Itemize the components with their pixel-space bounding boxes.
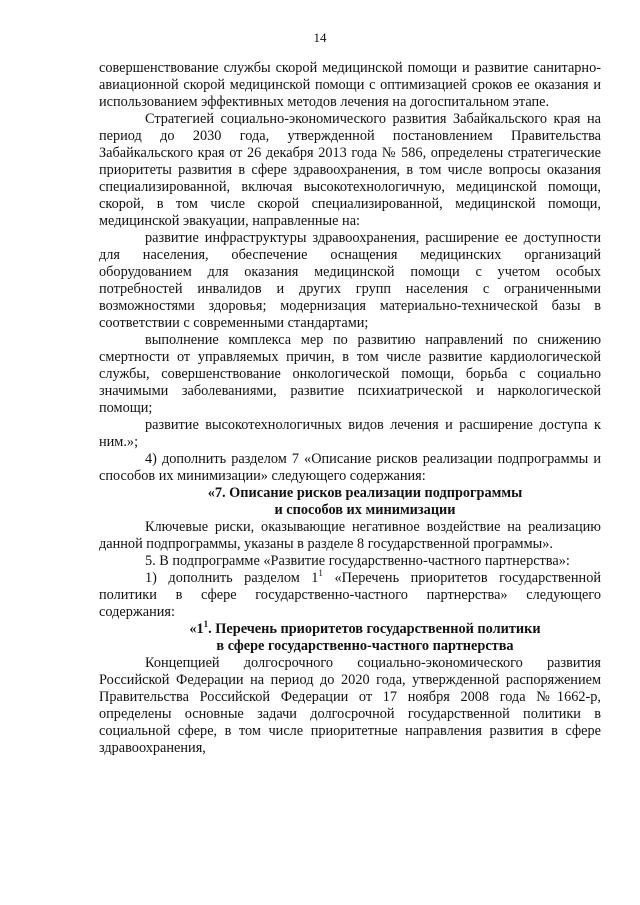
paragraph-mortality: выполнение комплекса мер по развитию направлений по снижению смертности от управляемых причин, в том числе развитие кардиологической службы, совершенствование онкологической помощи, борьба с социально значимыми заболеваниями, развитие психиатрической и наркологической помощи;: [99, 332, 601, 416]
paragraph-item-4: 4) дополнить разделом 7 «Описание рисков реализации подпрограммы и способов их минимизации» следующего содержания:: [99, 451, 601, 484]
section-7-heading-line2: и способов их минимизации: [274, 502, 456, 518]
section-1-1-heading: [99, 621, 601, 655]
section-1-1-superscript: 1: [203, 619, 209, 630]
paragraph-concept: Концепцией долгосрочного социально-экономического развития Российской Федерации на период до 2020 года, утвержденной распоряжением Правительства Российской Федерации от 17 ноября 2008 года №1662-р, определены основные задачи долгосрочной государственной политики в социальной сфере, в том числе приоритетные направления развития в сфере здравоохранения,: [99, 655, 601, 756]
paragraph-infrastructure: развитие инфраструктуры здравоохранения, расширение ее доступности для населения, обеспечение оснащения медицинских организаций оборудованием для оказания медицинской помощи с учетом особых потребностей инвалидов и других групп населения с ограниченными возможностями здоровья; модернизация материально-технической базы в соответствии с современными стандартами;: [99, 230, 601, 331]
page-number: 14: [313, 30, 327, 45]
paragraph-item-1: [99, 570, 601, 621]
section-1-1-heading-line2: в сфере государственно-частного партнерства: [216, 638, 514, 654]
section-1-1-heading-start: «1: [189, 621, 204, 637]
paragraph-emergency-care: совершенствование службы скорой медицинской помощи и развитие санитарно-авиационной скорой медицинской помощи с оптимизацией сроков ее оказания и использованием эффективных методов лечения на догоспитальном этапе.: [99, 60, 601, 110]
item-1-superscript: 1: [318, 568, 323, 579]
paragraph-high-tech: развитие высокотехнологичных видов лечения и расширение доступа к ним.»;: [99, 417, 601, 450]
item-1-text-end: «Перечень приоритетов государственной политики в сфере государственно-частного партнерства» следующего содержания:: [99, 570, 601, 620]
section-1-1-heading-end: . Перечень приоритетов государственной политики: [208, 621, 541, 637]
paragraph-risks: Ключевые риски, оказывающие негативное воздействие на реализацию данной подпрограммы, указаны в разделе 8 государственной программы».: [99, 519, 601, 552]
item-1-text-start: 1) дополнить разделом 1: [145, 570, 319, 586]
paragraph-strategy: Стратегией социально-экономического развития Забайкальского края на период до 2030 года, утвержденной постановлением Правительства Забайкальского края от 26 декабря 2013 года № 586, определены стратегические приоритеты развития в сфере здравоохранения, в том числе вопросы оказания специализированной, включая высокотехнологичную, медицинской помощи, скорой, в том числе скорой специализированной, медицинской помощи, медицинской эвакуации, направленные на:: [99, 111, 601, 229]
document-body: [99, 60, 601, 757]
section-7-heading-line1: «7. Описание рисков реализации подпрограммы: [207, 485, 523, 501]
section-7-heading: [99, 485, 601, 519]
paragraph-item-5: 5. В подпрограмме «Развитие государственно-частного партнерства»:: [145, 553, 570, 569]
